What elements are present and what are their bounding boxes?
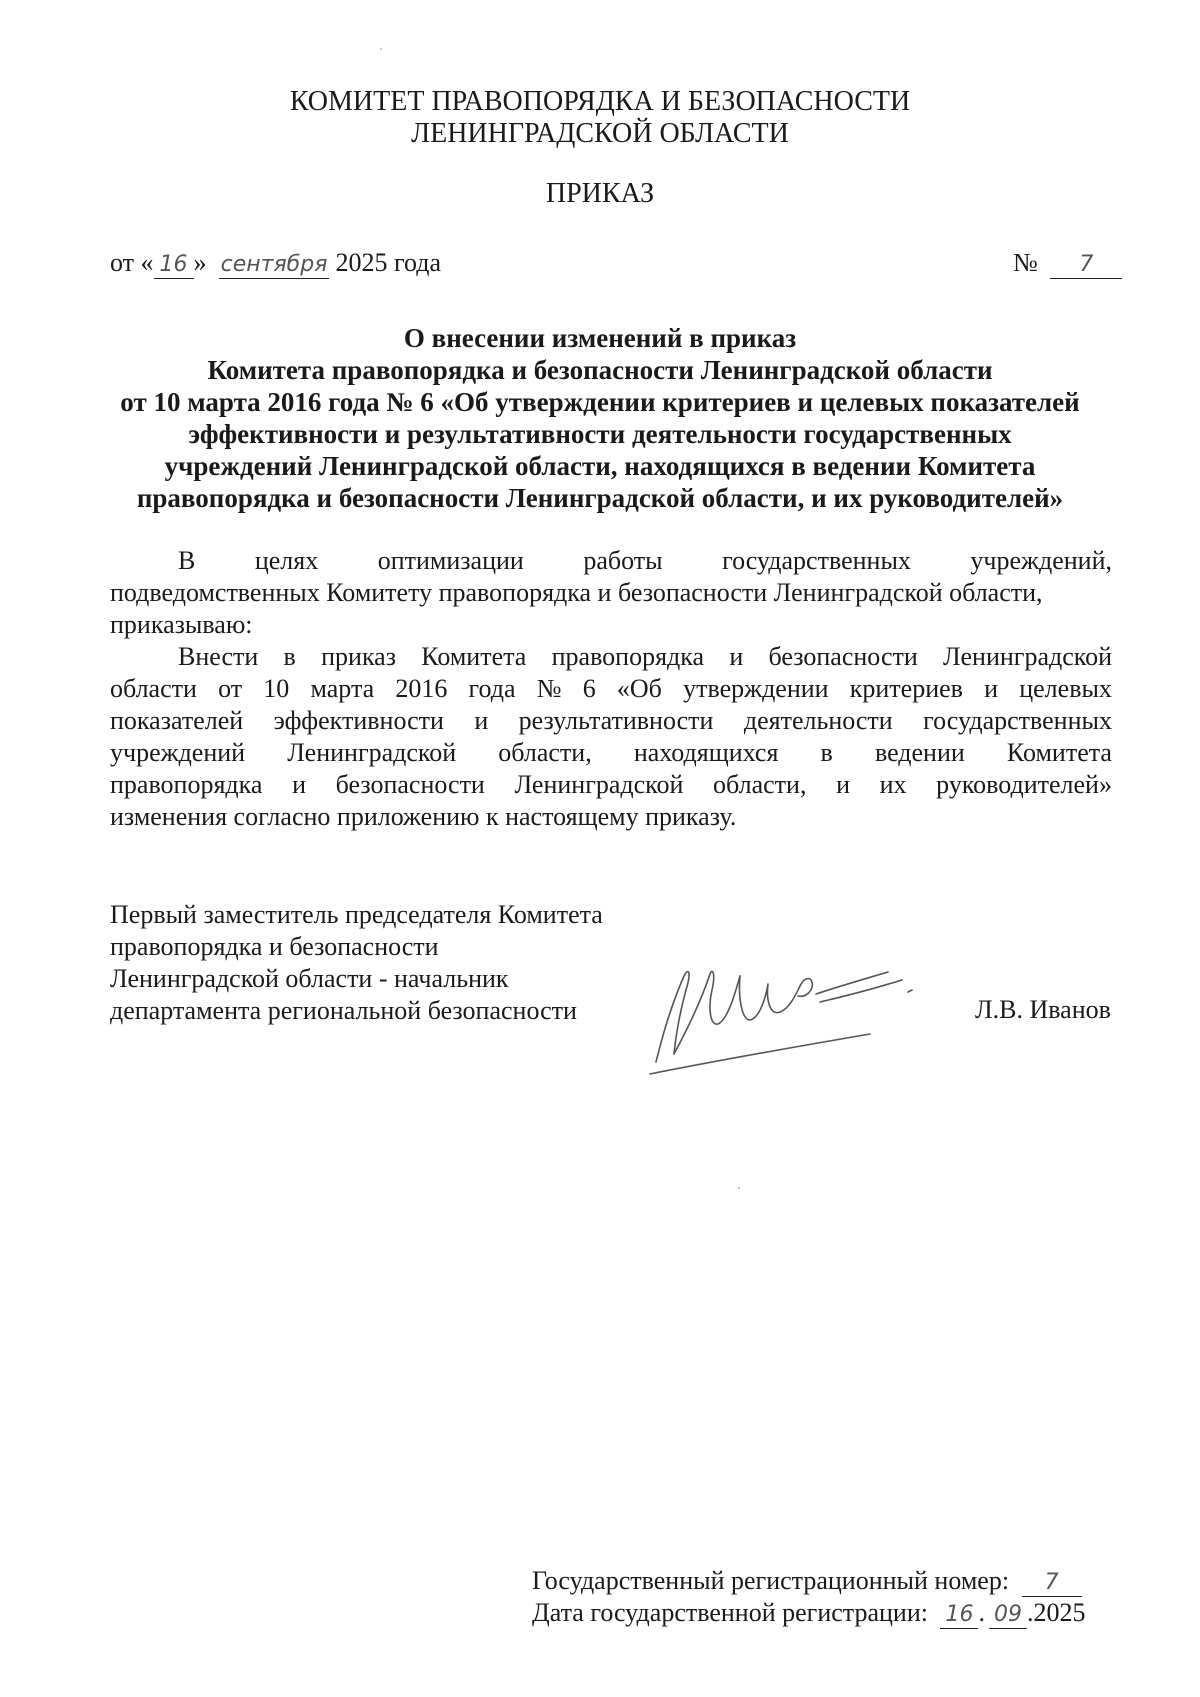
word: и <box>474 706 489 735</box>
word: государственных <box>722 546 911 575</box>
word: показателей <box>110 706 244 735</box>
word: Ленинградской <box>943 642 1112 671</box>
committee-name-line1: КОМИТЕТ ПРАВОПОРЯДКА И БЕЗОПАСНОСТИ <box>289 86 911 117</box>
scan-speck <box>380 48 382 50</box>
word: оптимизации <box>377 546 524 575</box>
word: эффективности <box>273 706 444 735</box>
handwritten-signature <box>640 950 940 1080</box>
registration-date-label: Дата государственной регистрации: <box>532 1598 928 1627</box>
word: учреждений <box>110 738 246 767</box>
word: марта <box>310 674 375 703</box>
scan-speck <box>738 1187 740 1189</box>
registration-date <box>532 1597 1085 1629</box>
word: и <box>984 674 999 703</box>
committee-name-line2: ЛЕНИНГРАДСКОЙ ОБЛАСТИ <box>411 118 789 149</box>
paragraph-line <box>110 545 1112 577</box>
word: результативности <box>518 706 714 735</box>
title-line: учреждений Ленинградской области, находящихся в ведении Комитета <box>164 451 1036 481</box>
registration-date-year: .2025 <box>1026 1598 1086 1627</box>
paragraph-line: подведомственных Комитету правопорядка и безопасности Ленинградской области, <box>110 578 1043 607</box>
word: Ленинградской <box>514 770 684 799</box>
word: целевых <box>1019 674 1112 703</box>
position-line: Первый заместитель председателя Комитета <box>110 900 603 929</box>
document-type: ПРИКАЗ <box>545 178 655 209</box>
order-date <box>110 248 441 279</box>
word: правопорядка <box>110 770 263 799</box>
date-close-quote: » <box>193 248 207 277</box>
paragraph-line: приказываю: <box>110 610 253 639</box>
word: в <box>820 738 833 767</box>
word: области, <box>713 770 807 799</box>
date-day-handwritten: 16 <box>154 252 194 279</box>
word: и <box>292 770 306 799</box>
paragraph-line <box>110 641 1112 673</box>
word: и <box>836 770 850 799</box>
order-number <box>1013 248 1122 279</box>
title-line: правопорядка и безопасности Ленинградской области, и их руководителей» <box>136 483 1064 513</box>
word: работы <box>583 546 663 575</box>
position-line: департамента региональной безопасности <box>110 996 577 1025</box>
paragraph-order <box>110 641 1112 833</box>
word: руководителей» <box>936 770 1112 799</box>
paragraph-line <box>110 705 1112 737</box>
word: в <box>283 642 296 671</box>
signatory-position <box>110 899 603 1027</box>
paragraph-line <box>110 737 1112 769</box>
registration-number-value: 7 <box>1022 1570 1082 1597</box>
date-prefix: от « <box>110 248 154 277</box>
word: и <box>729 642 744 671</box>
word: правопорядка <box>551 642 705 671</box>
word: области, <box>498 738 592 767</box>
word: Комитета <box>421 642 527 671</box>
word: В <box>178 546 196 575</box>
registration-date-month: 09 <box>989 1602 1027 1629</box>
word: утверждении <box>683 674 829 703</box>
word: учреждений, <box>970 546 1112 575</box>
number-value-handwritten: 7 <box>1050 252 1122 279</box>
word: 2016 <box>395 674 448 703</box>
word: целях <box>254 546 319 575</box>
position-line: Ленинградской области - начальник <box>110 964 509 993</box>
word: 10 <box>263 674 290 703</box>
registration-number-label: Государственный регистрационный номер: <box>532 1566 1010 1595</box>
date-month-handwritten: сентября <box>220 252 328 277</box>
word: 6 <box>582 674 596 703</box>
word: № <box>536 674 562 703</box>
word: приказ <box>321 642 396 671</box>
title-line: эффективности и результативности деятельности государственных <box>188 419 1012 449</box>
title-line: О внесении изменений в приказ <box>403 323 797 353</box>
word: безопасности <box>768 642 918 671</box>
word: «Об <box>616 674 662 703</box>
paragraph-line <box>110 769 1112 801</box>
word: от <box>218 674 243 703</box>
paragraph-line <box>110 673 1112 705</box>
signer-name: Л.В. Иванов <box>975 995 1111 1024</box>
number-label: № <box>1013 248 1038 277</box>
word: критериев <box>849 674 963 703</box>
title-line: от 10 марта 2016 года № 6 «Об утверждении критериев и целевых показателей <box>120 387 1080 417</box>
registration-date-day: 16 <box>940 1602 978 1629</box>
paragraph-line: изменения согласно приложению к настоящему приказу. <box>110 802 737 831</box>
registration-number <box>532 1565 1082 1597</box>
word: области <box>110 674 197 703</box>
word: Комитета <box>1006 738 1112 767</box>
title-line: Комитета правопорядка и безопасности Ленинградской области <box>207 355 993 385</box>
date-year: 2025 года <box>335 248 442 277</box>
paragraph-purpose <box>110 545 1112 641</box>
position-line: правопорядка и безопасности <box>110 932 439 961</box>
word: Внести <box>178 642 259 671</box>
word: Ленинградской <box>287 738 457 767</box>
word: государственных <box>923 706 1112 735</box>
word: их <box>879 770 907 799</box>
registration-date-separator: . <box>978 1598 985 1627</box>
word: находящихся <box>633 738 779 767</box>
word: ведении <box>874 738 965 767</box>
word: года <box>468 674 516 703</box>
word: деятельности <box>743 706 893 735</box>
word: безопасности <box>335 770 485 799</box>
